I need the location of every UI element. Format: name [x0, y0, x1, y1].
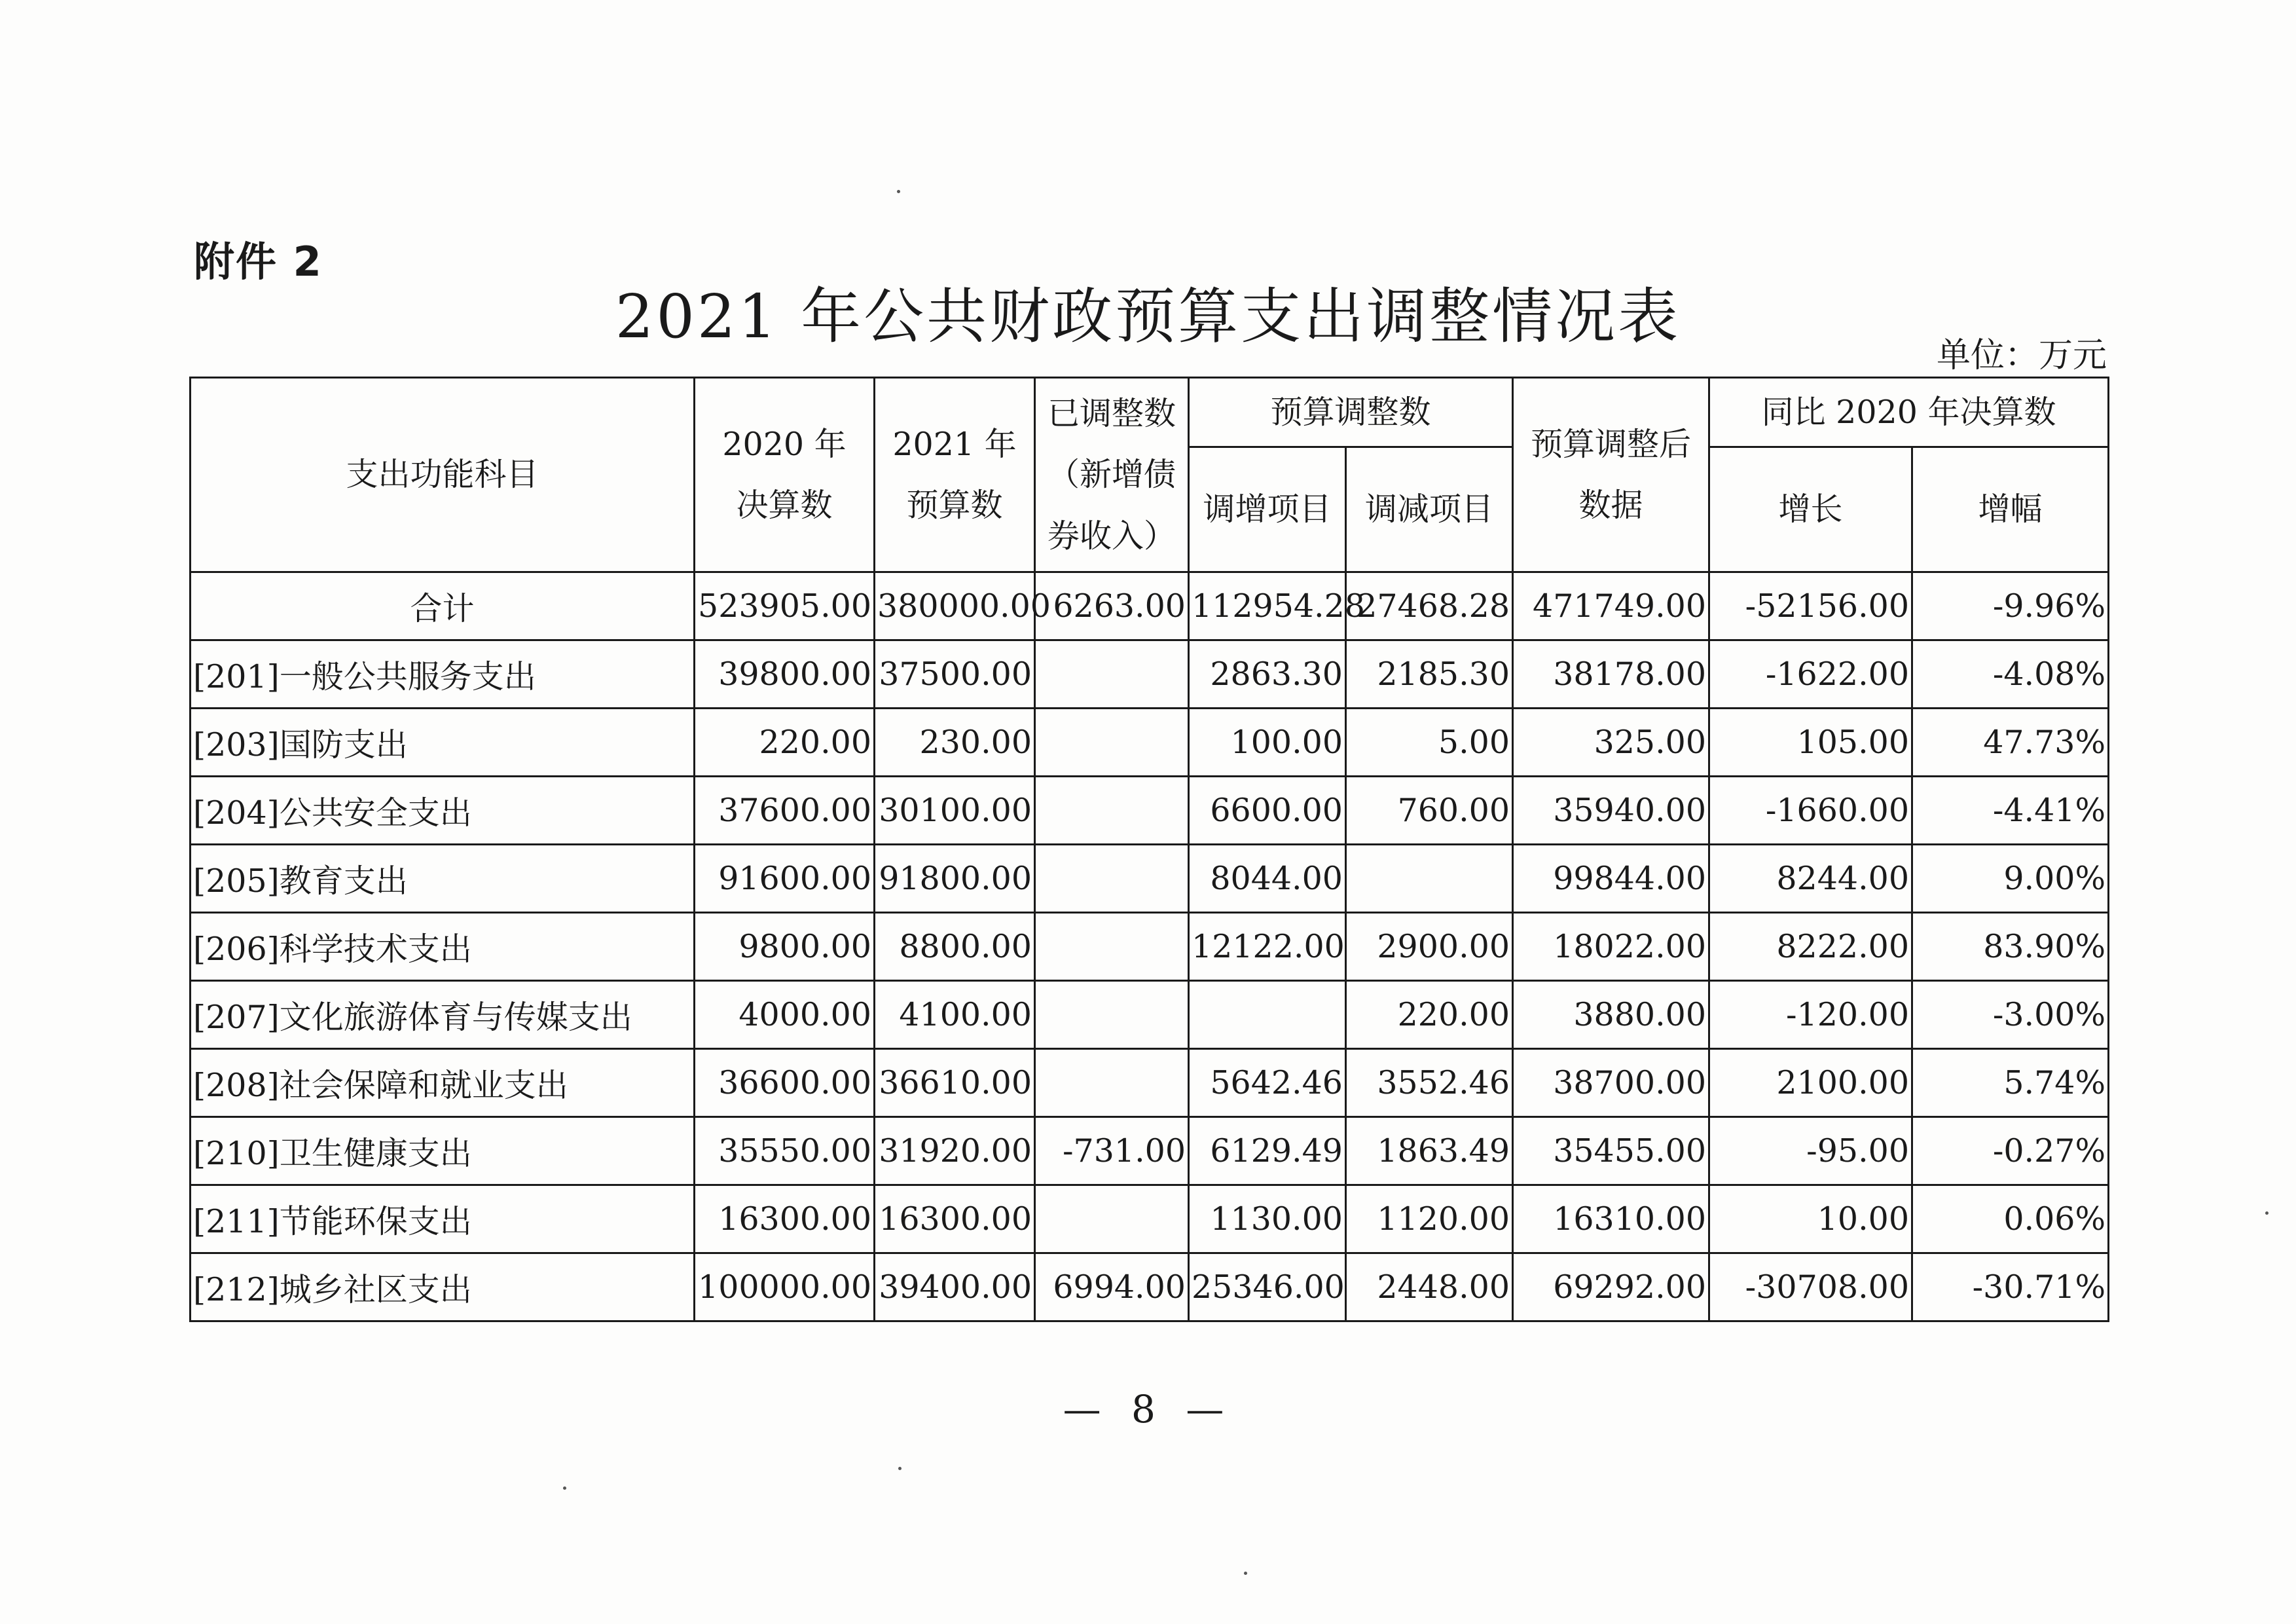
cell-budget-2021: 8800.00	[875, 913, 1035, 981]
cell-subject: [212]城乡社区支出	[191, 1253, 695, 1321]
header-budget-2021-label: 预算数	[906, 487, 1003, 524]
cell-increase: 100.00	[1189, 709, 1346, 777]
table-row	[191, 913, 2109, 981]
cell-adjusted	[1035, 640, 1189, 709]
header-adjusted	[1035, 378, 1189, 572]
header-final-2020-year: 2020 年	[722, 425, 847, 463]
cell-increase: 5642.46	[1189, 1049, 1346, 1117]
cell-rate: -30.71%	[1912, 1253, 2109, 1321]
cell-decrease: 760.00	[1346, 777, 1513, 845]
cell-budget-2021: 30100.00	[875, 777, 1035, 845]
cell-subject: [203]国防支出	[191, 709, 695, 777]
table-row	[191, 1117, 2109, 1185]
table-row	[191, 1185, 2109, 1253]
cell-subject: [208]社会保障和就业支出	[191, 1049, 695, 1117]
cell-growth: -95.00	[1709, 1117, 1912, 1185]
cell-decrease: 5.00	[1346, 709, 1513, 777]
cell-adjusted	[1035, 709, 1189, 777]
page-title: 2021 年公共财政预算支出调整情况表	[615, 282, 1681, 352]
header-decrease-items: 调减项目	[1346, 447, 1513, 572]
cell-final-2020: 35550.00	[695, 1117, 875, 1185]
cell-adjusted	[1035, 1049, 1189, 1117]
cell-rate: 5.74%	[1912, 1049, 2109, 1117]
table-row	[191, 709, 2109, 777]
cell-budget-2021: 36610.00	[875, 1049, 1035, 1117]
cell-after: 16310.00	[1513, 1185, 1709, 1253]
cell-decrease: 1863.49	[1346, 1117, 1513, 1185]
cell-after: 38178.00	[1513, 640, 1709, 709]
cell-increase: 6600.00	[1189, 777, 1346, 845]
table-row-total	[191, 572, 2109, 640]
cell-increase: 1130.00	[1189, 1185, 1346, 1253]
table-row	[191, 777, 2109, 845]
cell-growth: 10.00	[1709, 1185, 1912, 1253]
cell-final-2020: 36600.00	[695, 1049, 875, 1117]
cell-subject: [205]教育支出	[191, 845, 695, 913]
cell-rate: -4.41%	[1912, 777, 2109, 845]
cell-adjusted: -731.00	[1035, 1117, 1189, 1185]
cell-adjusted	[1035, 1185, 1189, 1253]
cell-budget-2021: 380000.00	[875, 572, 1035, 640]
cell-growth: -1660.00	[1709, 777, 1912, 845]
cell-budget-2021: 37500.00	[875, 640, 1035, 709]
cell-rate: -9.96%	[1912, 572, 2109, 640]
header-after-adjust	[1513, 378, 1709, 572]
table-row	[191, 1049, 2109, 1117]
table-row	[191, 981, 2109, 1049]
header-final-2020-label: 决算数	[736, 487, 833, 524]
cell-subject: [211]节能环保支出	[191, 1185, 695, 1253]
cell-rate: -0.27%	[1912, 1117, 2109, 1185]
header-final-2020	[695, 378, 875, 572]
cell-decrease: 220.00	[1346, 981, 1513, 1049]
cell-after: 471749.00	[1513, 572, 1709, 640]
cell-final-2020: 91600.00	[695, 845, 875, 913]
cell-rate: -4.08%	[1912, 640, 2109, 709]
header-growth: 增长	[1709, 447, 1912, 572]
cell-adjusted	[1035, 981, 1189, 1049]
cell-budget-2021: 16300.00	[875, 1185, 1035, 1253]
cell-adjusted	[1035, 845, 1189, 913]
header-growth-rate: 增幅	[1912, 447, 2109, 572]
cell-growth: 8244.00	[1709, 845, 1912, 913]
cell-after: 35455.00	[1513, 1117, 1709, 1185]
cell-rate: 9.00%	[1912, 845, 2109, 913]
unit-label: 单位：万元	[1936, 336, 2107, 375]
cell-final-2020: 39800.00	[695, 640, 875, 709]
cell-final-2020: 4000.00	[695, 981, 875, 1049]
table-row	[191, 640, 2109, 709]
cell-final-2020: 9800.00	[695, 913, 875, 981]
cell-growth: 2100.00	[1709, 1049, 1912, 1117]
cell-growth: -1622.00	[1709, 640, 1912, 709]
cell-subject: [206]科学技术支出	[191, 913, 695, 981]
cell-subject: [210]卫生健康支出	[191, 1117, 695, 1185]
cell-after: 99844.00	[1513, 845, 1709, 913]
cell-final-2020: 220.00	[695, 709, 875, 777]
table-row	[191, 845, 2109, 913]
cell-after: 18022.00	[1513, 913, 1709, 981]
cell-subject: [207]文化旅游体育与传媒支出	[191, 981, 695, 1049]
cell-growth: 105.00	[1709, 709, 1912, 777]
cell-increase: 6129.49	[1189, 1117, 1346, 1185]
header-after-adjust-line2: 数据	[1578, 487, 1643, 524]
cell-growth: 8222.00	[1709, 913, 1912, 981]
cell-after: 35940.00	[1513, 777, 1709, 845]
attachment-label: 附件 2	[194, 238, 323, 286]
cell-rate: -3.00%	[1912, 981, 2109, 1049]
cell-subject: [204]公共安全支出	[191, 777, 695, 845]
cell-decrease: 2185.30	[1346, 640, 1513, 709]
cell-budget-2021: 31920.00	[875, 1117, 1035, 1185]
cell-growth: -52156.00	[1709, 572, 1912, 640]
cell-adjusted	[1035, 913, 1189, 981]
cell-final-2020: 100000.00	[695, 1253, 875, 1321]
header-adjusted-line2: （新增债	[1047, 456, 1176, 494]
header-after-adjust-line1: 预算调整后	[1531, 425, 1692, 463]
cell-increase: 2863.30	[1189, 640, 1346, 709]
cell-decrease: 2900.00	[1346, 913, 1513, 981]
cell-growth: -30708.00	[1709, 1253, 1912, 1321]
cell-budget-2021: 230.00	[875, 709, 1035, 777]
cell-after: 325.00	[1513, 709, 1709, 777]
cell-budget-2021: 91800.00	[875, 845, 1035, 913]
cell-budget-2021: 39400.00	[875, 1253, 1035, 1321]
cell-decrease: 2448.00	[1346, 1253, 1513, 1321]
cell-increase: 8044.00	[1189, 845, 1346, 913]
header-budget-2021	[875, 378, 1035, 572]
cell-subject: 合计	[191, 572, 695, 640]
cell-final-2020: 523905.00	[695, 572, 875, 640]
scan-speck	[563, 1486, 566, 1490]
cell-increase	[1189, 981, 1346, 1049]
cell-after: 3880.00	[1513, 981, 1709, 1049]
cell-increase: 12122.00	[1189, 913, 1346, 981]
cell-rate: 83.90%	[1912, 913, 2109, 981]
scan-speck	[1244, 1572, 1247, 1575]
cell-budget-2021: 4100.00	[875, 981, 1035, 1049]
cell-after: 38700.00	[1513, 1049, 1709, 1117]
header-yoy-group: 同比 2020 年决算数	[1709, 378, 2109, 447]
cell-rate: 47.73%	[1912, 709, 2109, 777]
cell-adjusted: 6994.00	[1035, 1253, 1189, 1321]
scan-speck	[2265, 1211, 2269, 1215]
cell-after: 69292.00	[1513, 1253, 1709, 1321]
page-number: — 8 —	[1063, 1387, 1233, 1431]
budget-table	[189, 377, 2109, 1322]
cell-subject: [201]一般公共服务支出	[191, 640, 695, 709]
scan-speck	[897, 190, 900, 193]
cell-decrease: 3552.46	[1346, 1049, 1513, 1117]
cell-decrease	[1346, 845, 1513, 913]
cell-growth: -120.00	[1709, 981, 1912, 1049]
cell-increase: 112954.28	[1189, 572, 1346, 640]
cell-decrease: 1120.00	[1346, 1185, 1513, 1253]
header-budget-2021-year: 2021 年	[892, 425, 1017, 463]
header-increase-items: 调增项目	[1189, 447, 1346, 572]
cell-rate: 0.06%	[1912, 1185, 2109, 1253]
cell-final-2020: 16300.00	[695, 1185, 875, 1253]
cell-increase: 25346.00	[1189, 1253, 1346, 1321]
cell-adjusted: 6263.00	[1035, 572, 1189, 640]
cell-adjusted	[1035, 777, 1189, 845]
scan-speck	[898, 1467, 902, 1470]
cell-final-2020: 37600.00	[695, 777, 875, 845]
header-adjust-group: 预算调整数	[1189, 378, 1513, 447]
header-adjusted-line1: 已调整数	[1047, 395, 1176, 433]
header-subject: 支出功能科目	[191, 378, 695, 572]
header-adjusted-line3: 券收入）	[1047, 517, 1176, 555]
table-row	[191, 1253, 2109, 1321]
cell-decrease: 27468.28	[1346, 572, 1513, 640]
